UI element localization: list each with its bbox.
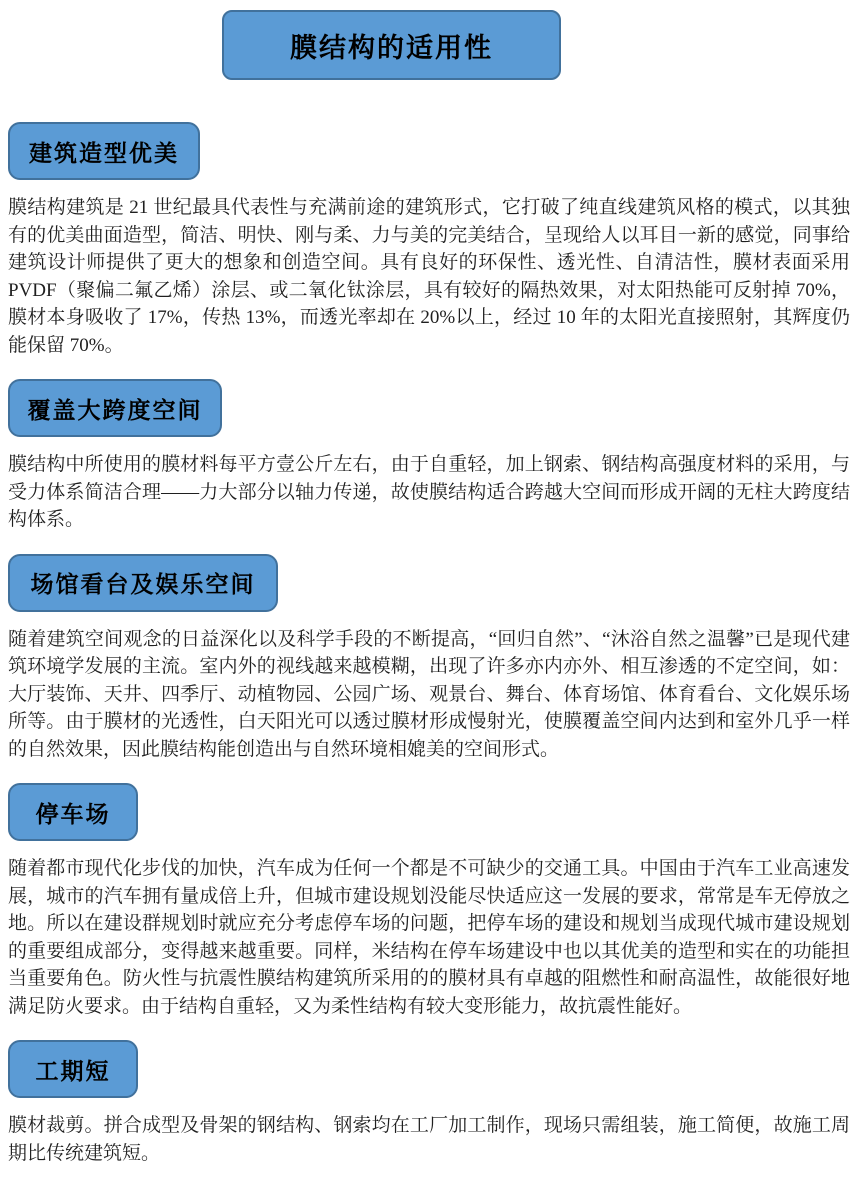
section-body-paragraph: 膜结构建筑是 21 世纪最具代表性与充满前途的建筑形式，它打破了纯直线建筑风格的模式，以其独有的优美曲面造型，简洁、明快、刚与柔、力与美的完美结合，呈现给人以耳目一新的感觉，同事给建筑设计师提供了更大的想象和创造空间。具有良好的环保性、透光性、自清洁性，膜材表面采用 PVDF（聚偏二氟乙烯）涂层、或二氧化钛涂层，具有较好的隔热效果，对太阳热能可反射掉 70%，膜材本身吸收了 17%，传热 13%，而透光率却在 20%以上，经过 10 年的太阳光直接照射，其辉度仍能保留 70%。 — [8, 197, 850, 356]
section-short-construction-period — [8, 1028, 850, 1167]
section-heading: 停车场 — [35, 801, 111, 827]
document-title-shape — [222, 10, 561, 80]
section-building-appearance — [8, 110, 850, 359]
section-body-paragraph: 随着建筑空间观念的日益深化以及科学手段的不断提高，“回归自然”、“沐浴自然之温馨”已是现代建筑环境学发展的主流。室内外的视线越来越模糊，出现了许多亦内亦外、相互渗透的不定空间，如：大厅装饰、天井、四季厅、动植物园、公园广场、观景台、舞台、体育场馆、体育看台、文化娱乐场所等。由于膜材的光透性，白天阳光可以透过膜材形成慢射光，使膜覆盖空间内达到和室外几乎一样的自然效果，因此膜结构能创造出与自然环境相媲美的空间形式。 — [8, 628, 850, 760]
section-body-paragraph: 膜结构中所使用的膜材料每平方壹公斤左右，由于自重轻，加上钢索、钢结构高强度材料的采用，与受力体系简洁合理——力大部分以轴力传递，故使膜结构适合跨越大空间而形成开阔的无柱大跨度结构体系。 — [8, 454, 850, 530]
section-heading-shape — [8, 1040, 138, 1098]
section-venues-entertainment — [8, 542, 850, 764]
section-heading: 覆盖大跨度空间 — [27, 397, 203, 423]
section-body-paragraph: 膜材裁剪。拼合成型及骨架的钢结构、钢索均在工厂加工制作，现场只需组装，施工简便，故施工周期比传统建筑短。 — [8, 1115, 850, 1164]
section-body-paragraph: 随着都市现代化步伐的加快，汽车成为任何一个都是不可缺少的交通工具。中国由于汽车工业高速发展，城市的汽车拥有量成倍上升，但城市建设规划没能尽快适应这一发展的要求，常常是车无停放之地。所以在建设群规划时就应充分考虑停车场的问题，把停车场的建设和规划当成现代城市建设规划的重要组成部分，变得越来越重要。同样，米结构在停车场建设中也以其优美的造型和实在的功能担当重要角色。防火性与抗震性膜结构建筑所采用的的膜材具有卓越的阻燃性和耐高温性，故能很好地满足防火要求。由于结构自重轻，又为柔性结构有较大变形能力，故抗震性能好。 — [8, 858, 850, 1017]
section-heading-shape — [8, 554, 278, 612]
document-title: 膜结构的适用性 — [290, 32, 493, 63]
section-heading-shape — [8, 379, 222, 437]
section-large-span-space — [8, 367, 850, 534]
section-heading: 工期短 — [35, 1058, 111, 1084]
section-heading: 建筑造型优美 — [29, 140, 179, 166]
section-parking-lot — [8, 771, 850, 1020]
section-heading: 场馆看台及娱乐空间 — [30, 572, 256, 597]
section-heading-shape — [8, 122, 200, 180]
section-heading-shape — [8, 783, 138, 841]
